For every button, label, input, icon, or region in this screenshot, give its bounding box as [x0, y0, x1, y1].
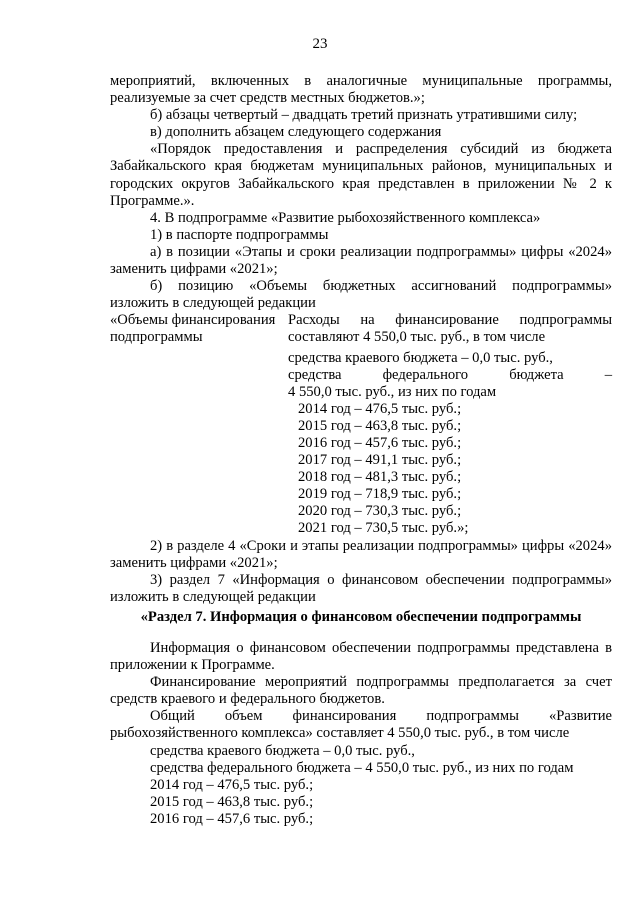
paragraph: средства федерального бюджета – 4 550,0 тыс. руб., из них по годам	[150, 759, 574, 776]
paragraph: мероприятий, включенных в аналогичные муниципальные программы,	[110, 73, 612, 89]
year-line: 2016 год – 457,6 тыс. руб.;	[298, 434, 462, 451]
paragraph: рыбохозяйственного комплекса» составляет 4 550,0 тыс. руб., в том числе	[110, 725, 570, 742]
section-heading: «Раздел 7. Информация о финансовом обеспечении подпрограммы	[140, 608, 582, 625]
year-line: 2019 год – 718,9 тыс. руб.;	[298, 486, 462, 503]
paragraph: б) позицию «Объемы бюджетных ассигнований подпрограммы» изложить в следующей редакции	[110, 278, 612, 312]
financing-label: «Объемы финансирования подпрограммы	[110, 312, 276, 346]
financing-text: средства федерального бюджета –	[288, 366, 612, 383]
year-line: 2020 год – 730,3 тыс. руб.;	[298, 503, 462, 520]
financing-value	[288, 312, 612, 537]
year-line: 2018 год – 481,3 тыс. руб.;	[298, 469, 462, 486]
paragraph: 4. В подпрограмме «Развитие рыбохозяйственного комплекса»	[150, 209, 541, 226]
paragraph: Финансирование мероприятий подпрограммы предполагается за счет средств краевого и федерального бюджетов.	[110, 674, 612, 708]
paragraph: Общий объем финансирования подпрограммы «Развитие	[150, 708, 612, 725]
paragraph: реализуемые за счет средств местных бюджетов.»;	[110, 90, 425, 107]
year-line: 2014 год – 476,5 тыс. руб.;	[150, 776, 314, 793]
paragraph: 1) в паспорте подпрограммы	[150, 226, 329, 243]
financing-text: Расходы на финансирование подпрограммы составляют 4 550,0 тыс. руб., в том числе	[288, 312, 612, 346]
paragraph: в) дополнить абзацем следующего содержания	[150, 124, 442, 141]
year-line: 2021 год – 730,5 тыс. руб.»;	[298, 520, 469, 537]
year-line: 2015 год – 463,8 тыс. руб.;	[150, 793, 314, 810]
paragraph: «Порядок предоставления и распределения субсидий из бюджета Забайкальского края бюджетам муниципальных районов, муниципальных и городских округов Забайкальского края представлен в приложении № 2 к Программе.».	[110, 141, 612, 209]
year-line: 2015 год – 463,8 тыс. руб.;	[298, 417, 462, 434]
year-line: 2014 год – 476,5 тыс. руб.;	[298, 400, 462, 417]
financing-text: средства краевого бюджета – 0,0 тыс. руб.,	[288, 349, 553, 366]
financing-block	[110, 312, 612, 537]
paragraph: а) в позиции «Этапы и сроки реализации подпрограммы» цифры «2024» заменить цифрами «2021»;	[110, 243, 612, 278]
paragraph: 2) в разделе 4 «Сроки и этапы реализации подпрограммы» цифры «2024» заменить цифрами «2021»;	[110, 537, 612, 571]
year-line: 2016 год – 457,6 тыс. руб.;	[150, 810, 314, 827]
financing-text: 4 550,0 тыс. руб., из них по годам	[288, 383, 497, 400]
page-number: 23	[312, 36, 328, 52]
paragraph: б) абзацы четвертый – двадцать третий признать утратившими силу;	[150, 107, 578, 124]
paragraph: средства краевого бюджета – 0,0 тыс. руб.,	[150, 742, 415, 759]
paragraph: 3) раздел 7 «Информация о финансовом обеспечении подпрограммы» изложить в следующей редакции	[110, 571, 612, 605]
year-line: 2017 год – 491,1 тыс. руб.;	[298, 452, 462, 469]
document-body	[110, 73, 612, 828]
paragraph: Информация о финансовом обеспечении подпрограммы представлена в приложении к Программе.	[110, 640, 612, 674]
